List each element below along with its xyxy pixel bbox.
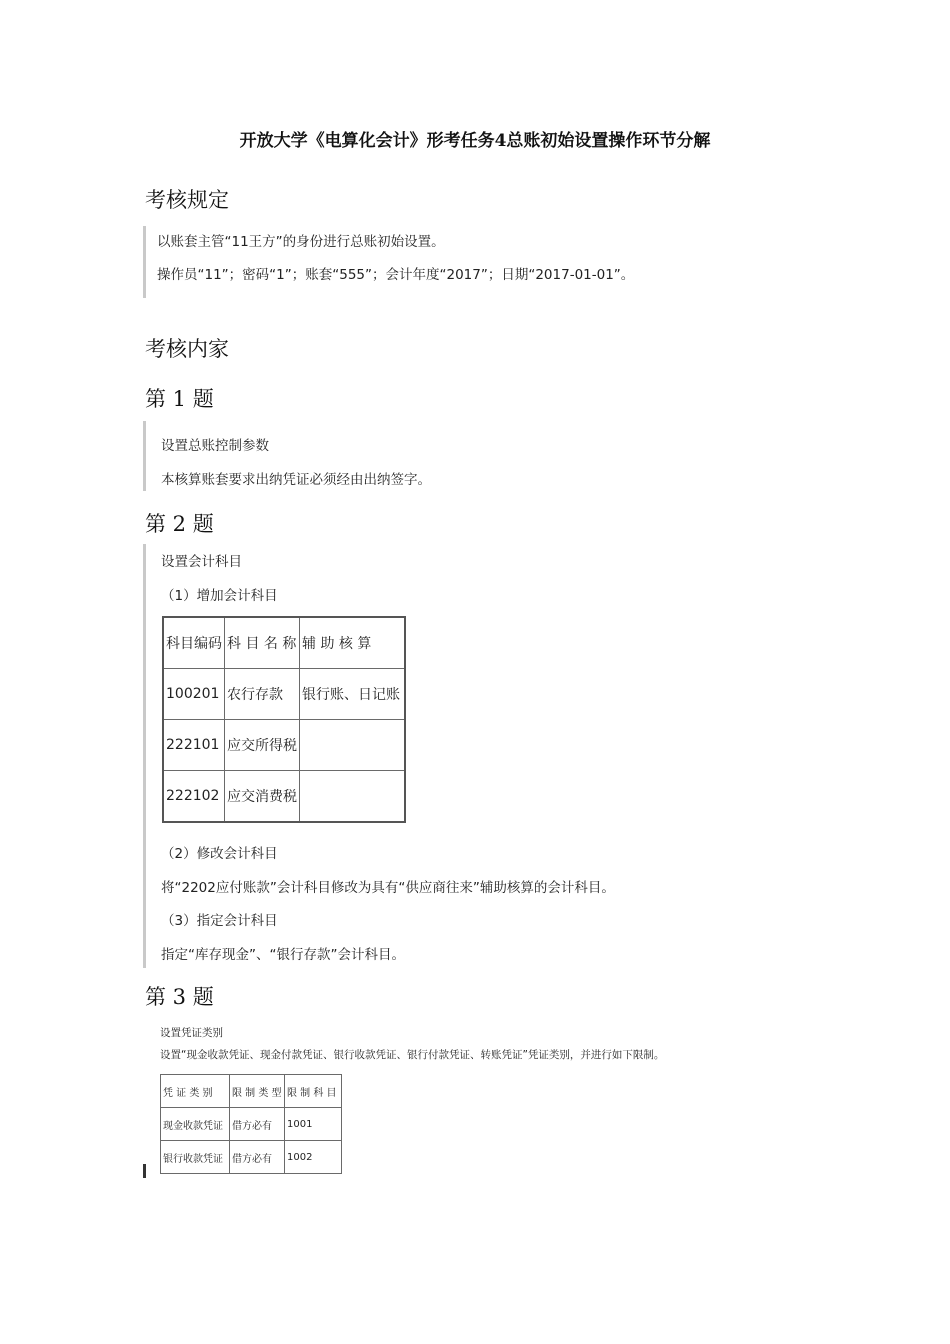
table-cell: 银行收款凭证	[161, 1141, 230, 1174]
table-cell: 100201	[163, 669, 225, 720]
table-cell: 农行存款	[225, 669, 300, 720]
table-cell: 借方必有	[230, 1141, 285, 1174]
question-3-title: 设置凭证类别	[160, 1027, 223, 1039]
question-2-title: 设置会计科目	[161, 554, 242, 570]
accounts-table	[162, 616, 406, 823]
question-1-heading: 第 1 题	[145, 387, 214, 411]
question-2-sub3-text: 指定“库存现金”、“银行存款”会计科目。	[161, 947, 405, 963]
quote-bar	[143, 421, 146, 491]
question-3-box	[143, 1020, 703, 1178]
table-header-row	[161, 1075, 342, 1108]
question-2-sub3: （3）指定会计科目	[161, 913, 278, 929]
table-header-row	[163, 617, 405, 669]
table-cell: 银行账、日记账	[300, 669, 406, 720]
table-header-cell: 辅 助 核 算	[300, 617, 406, 669]
table-cell: 1001	[285, 1108, 342, 1141]
table-cell	[300, 771, 406, 823]
table-header-cell: 限 制 科 目	[285, 1075, 342, 1108]
question-1-text: 本核算账套要求出纳凭证必须经由出纳签字。	[161, 472, 431, 488]
table-cell: 借方必有	[230, 1108, 285, 1141]
table-row	[161, 1141, 342, 1174]
table-cell: 222102	[163, 771, 225, 823]
table-row	[163, 669, 405, 720]
table-header-cell: 科 目 名 称	[225, 617, 300, 669]
exam-rules-line-1: 以账套主管“11王方”的身份进行总账初始设置。	[157, 234, 445, 250]
question-1-title: 设置总账控制参数	[161, 438, 269, 454]
section-heading-exam-rules: 考核规定	[145, 188, 229, 212]
voucher-types-table	[160, 1074, 342, 1174]
quote-bar	[143, 226, 146, 298]
table-cell: 222101	[163, 720, 225, 771]
exam-rules-box	[143, 226, 743, 298]
table-cell	[300, 720, 406, 771]
table-cell: 现金收款凭证	[161, 1108, 230, 1141]
table-cell: 1002	[285, 1141, 342, 1174]
quote-bar	[143, 1164, 146, 1178]
table-header-cell: 科目编码	[163, 617, 225, 669]
exam-rules-line-2: 操作员“11”；密码“1”；账套“555”；会计年度“2017”；日期“2017-01-01”。	[157, 267, 635, 283]
question-2-sub2: （2）修改会计科目	[161, 846, 278, 862]
table-row	[163, 771, 405, 823]
table-row	[163, 720, 405, 771]
question-2-sub1: （1）增加会计科目	[161, 588, 278, 604]
question-2-heading: 第 2 题	[145, 512, 214, 536]
question-3-heading: 第 3 题	[145, 985, 214, 1009]
table-header-cell: 凭 证 类 别	[161, 1075, 230, 1108]
table-header-cell: 限 制 类 型	[230, 1075, 285, 1108]
quote-bar	[143, 544, 146, 968]
question-2-box	[143, 544, 683, 968]
table-row	[161, 1108, 342, 1141]
section-heading-exam-content: 考核内家	[145, 337, 229, 361]
question-1-box	[143, 421, 463, 491]
table-cell: 应交消费税	[225, 771, 300, 823]
question-2-sub2-text: 将“2202应付账款”会计科目修改为具有“供应商往来”辅助核算的会计科目。	[161, 880, 615, 896]
document-title: 开放大学《电算化会计》形考任务4总账初始设置操作环节分解	[239, 131, 711, 151]
question-3-text: 设置“现金收款凭证、现金付款凭证、银行收款凭证、银行付款凭证、转账凭证”凭证类别，并进行如下限制。	[160, 1049, 665, 1061]
table-cell: 应交所得税	[225, 720, 300, 771]
